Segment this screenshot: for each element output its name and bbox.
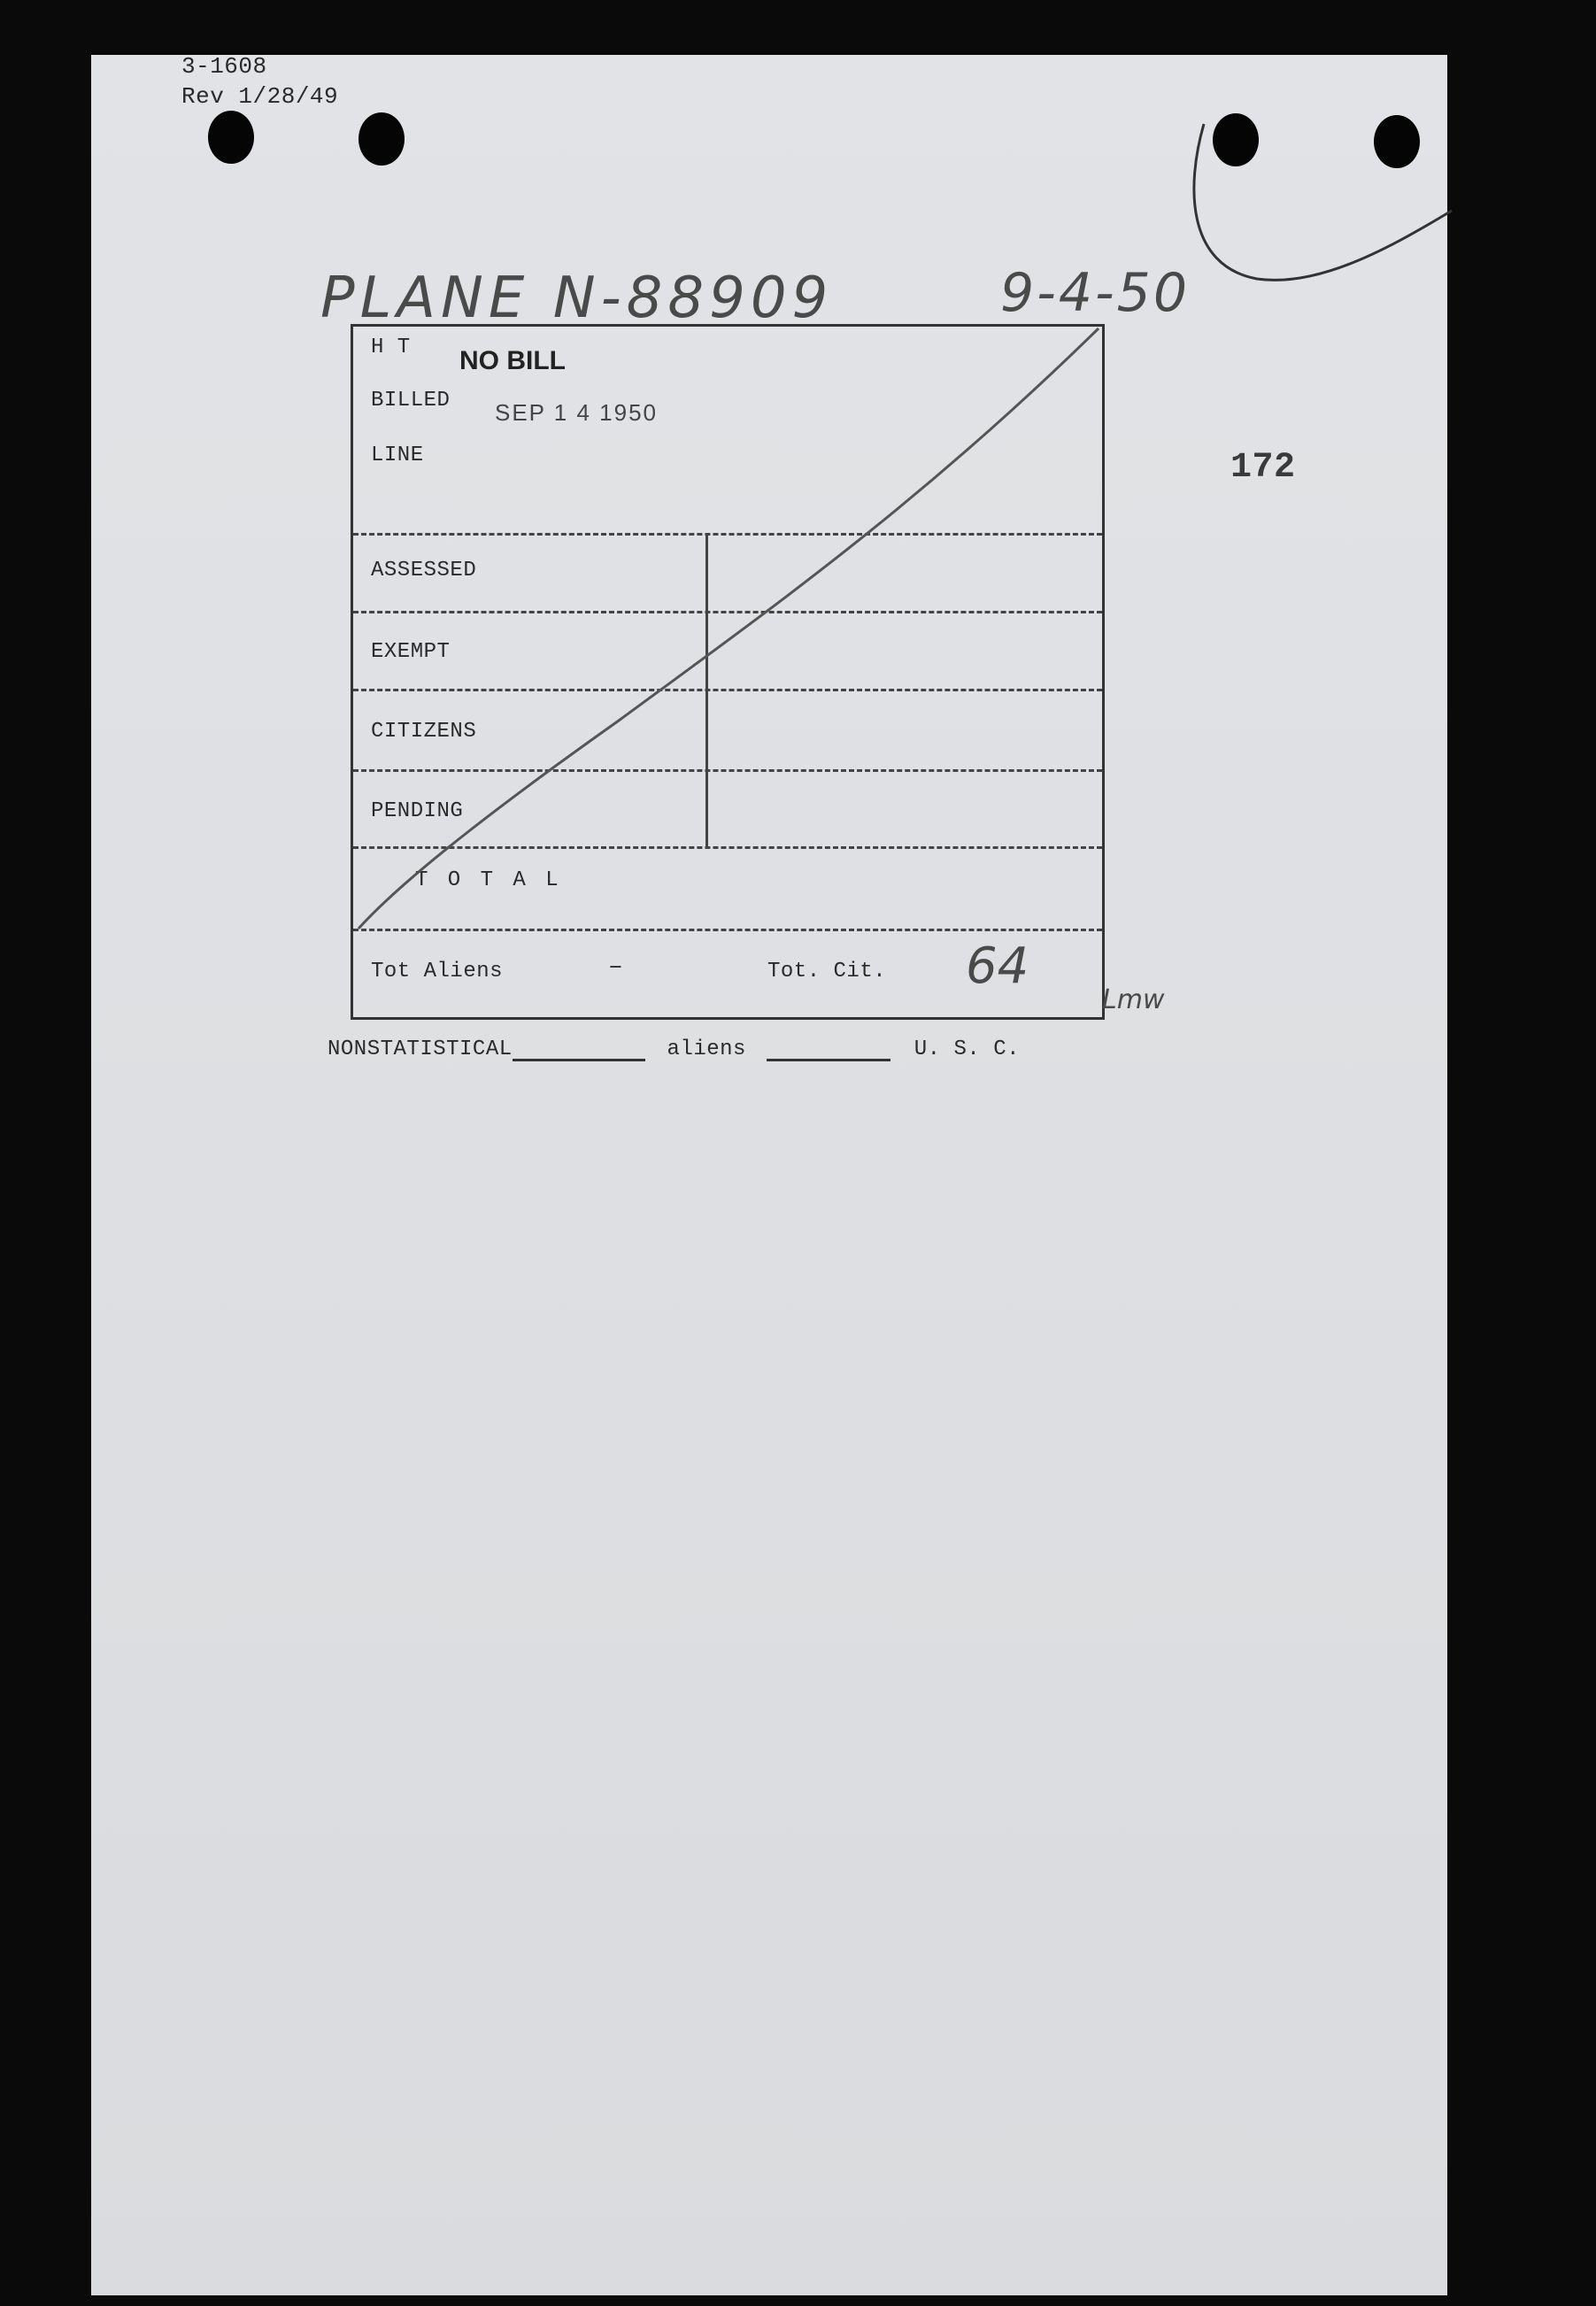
punch-hole-left-2 — [359, 112, 405, 166]
billed-date-stamp: SEP 1 4 1950 — [495, 399, 658, 426]
usc-label: U. S. C. — [914, 1037, 1020, 1061]
billed-label: BILLED — [371, 389, 451, 413]
aliens-label: aliens — [667, 1037, 746, 1061]
tot-cit-value: 64 — [966, 937, 1029, 995]
punch-hole-left-1 — [208, 111, 254, 164]
corner-mark — [1168, 115, 1461, 292]
citizens-label: CITIZENS — [371, 720, 477, 744]
nonstatistical-line — [328, 1036, 1020, 1061]
exempt-label: EXEMPT — [371, 640, 451, 664]
assessed-label: ASSESSED — [371, 559, 477, 582]
handwritten-date: 9-4-50 — [1000, 262, 1190, 324]
tot-aliens-value: – — [608, 953, 624, 981]
ht-label: H T — [371, 335, 411, 359]
form-box — [351, 324, 1105, 1020]
page-number: 172 — [1230, 448, 1296, 488]
form-number: 3-1608 — [181, 53, 267, 80]
cancellation-line — [353, 327, 1102, 1017]
no-bill-stamp: NO BILL — [459, 346, 566, 375]
aliens-blank — [767, 1036, 891, 1061]
tot-cit-label: Tot. Cit. — [767, 960, 887, 983]
nonstatistical-blank — [513, 1036, 645, 1061]
plane-number: PLANE N-88909 — [320, 266, 834, 331]
initials: Lmw — [1102, 984, 1165, 1015]
total-label: T O T A L — [415, 868, 562, 892]
line-label: LINE — [371, 443, 424, 467]
pending-label: PENDING — [371, 799, 464, 823]
nonstatistical-label: NONSTATISTICAL — [328, 1037, 513, 1061]
form-revision: Rev 1/28/49 — [181, 83, 339, 110]
tot-aliens-label: Tot Aliens — [371, 960, 504, 983]
